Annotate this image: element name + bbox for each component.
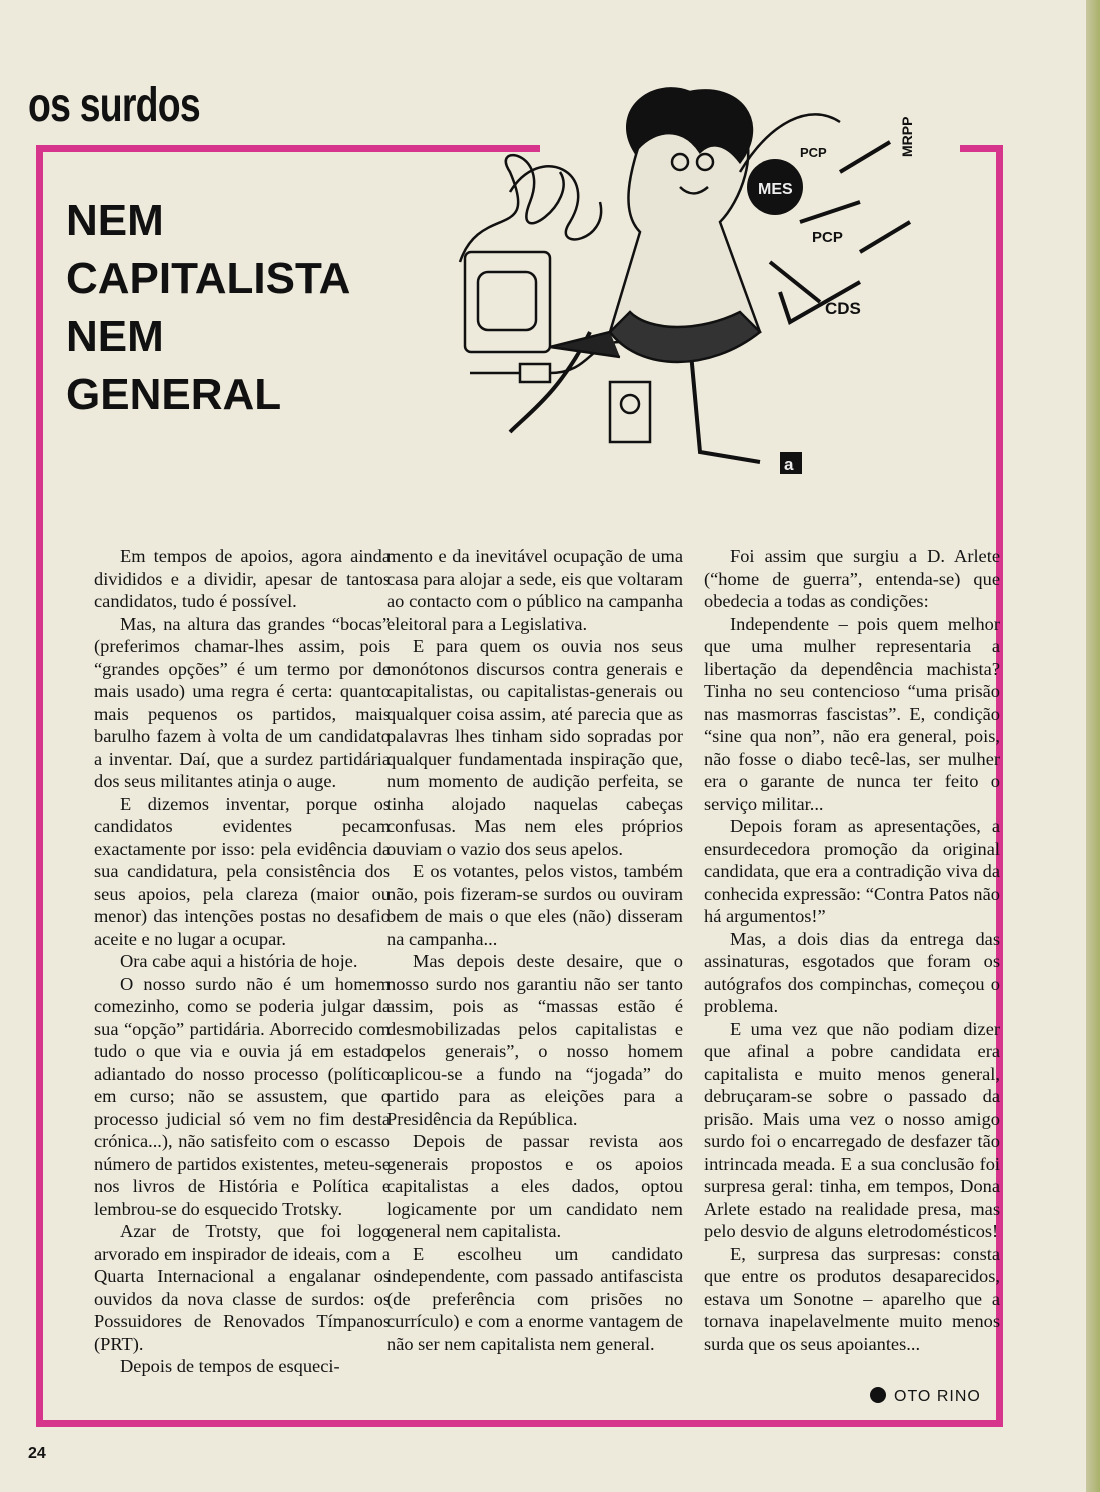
paragraph: E escolheu um candidato independente, com passado antifascista (de preferência com prisões no currículo) e com a enorme vantagem de não ser nem capitalista nem general. <box>387 1243 683 1354</box>
headline <box>66 192 350 424</box>
bullet-icon <box>870 1387 886 1403</box>
paragraph: E dizemos inventar, porque os candidatos evidentes pecam exactamente por isso: pela evidência da sua candidatura, pela consistência dos seus apoios, pela clareza (maior ou menor) das intenções postas no desafio aceite e no lugar a ocupar. <box>94 793 390 949</box>
paragraph: Depois de tempos de esqueci- <box>120 1356 340 1376</box>
tangled-wire <box>460 155 564 262</box>
paragraph: O nosso surdo não é um homem comezinho, como se poderia julgar da sua “opção” partidária. Aborrecido com tudo o que via e ouvia já em estado adiantado do nosso processo (político em curso; não se assustem, que o processo judicial só vem no fim desta crónica...), não satisfeito com o escasso número de partidos existentes, meteu-se nos livros de História e Política e lembrou-se do esquecido Trotsky. <box>94 973 390 1219</box>
paragraph: Independente – pois quem melhor que uma mulher representaria a libertação da dependência machista? Tinha no seu contencioso “uma prisão nas masmorras fascistas”. E, condição “sine qua non”, não era general, pois, não fosse o diabo tecê-las, ser mulher era o garante de nunca ter feito o serviço militar... <box>704 613 1000 814</box>
political-caricature-illustration <box>440 82 940 482</box>
headline-line-1: NEM <box>66 196 164 245</box>
headline-line-3: NEM <box>66 312 164 361</box>
mes-label: MES <box>758 181 793 198</box>
paragraph: Foi assim que surgiu a D. Arlete (“home de guerra”, entenda-se) que obedecia a todas as condições: <box>704 546 1000 611</box>
pcp-label-2: PCP <box>812 229 843 246</box>
article-column-2 <box>387 545 683 1355</box>
paragraph: E os votantes, pelos vistos, também não, pois fizeram-se surdos ou ouviram bem de mais o que eles (não) disseram na campanha... <box>387 861 683 949</box>
byline <box>870 1387 981 1406</box>
paragraph: Depois foram as apresentações, a ensurdecedora promoção da original candidata, que era a contradição viva da conhecida expressão: “Contra Patos não há argumentos!” <box>704 816 1000 926</box>
section-title: os surdos <box>28 79 200 132</box>
paragraph: Em tempos de apoios, agora ainda divididos e a dividir, apesar de tantos candidatos, tudo é possível. <box>94 546 390 611</box>
paragraph: Mas, a dois dias da entrega das assinaturas, esgotados que foram os autógrafos dos compinchas, começou o problema. <box>704 928 1000 1016</box>
article-column-3 <box>704 545 1000 1355</box>
cds-label: CDS <box>825 299 861 318</box>
paragraph: E, surpresa das surpresas: consta que entre os produtos desaparecidos, estava um Sonotne – aparelho que a tornava inapelavelmente muito menos surda que os seus apoiantes... <box>704 1243 1000 1354</box>
mrpp-label: MRPP <box>899 116 915 157</box>
headline-line-2: CAPITALISTA <box>66 254 351 303</box>
paragraph: Ora cabe aqui a história de hoje. <box>120 951 358 971</box>
paragraph: E para quem os ouvia nos seus monótonos discursos contra generais e capitalistas, ou capitalistas-generais ou qualquer coisa assim, até parecia que as palavras lhes tinham sido sopradas por qualquer fundamentada inspiração que, num momento de audição perfeita, se tinha alojado naquelas cabeças confusas. Mas nem eles próprios ouviam o vazio dos seus apelos. <box>387 636 683 859</box>
page-edge <box>1086 0 1100 1492</box>
pcp-label-1: PCP <box>800 145 827 160</box>
paragraph: E uma vez que não podiam dizer que afinal a pobre candidata era capitalista e muito menos general, debruçaram-se sobre o passado da prisão. Mais uma vez o nosso amigo surdo foi o encarregado de desfazer tão intrincada meada. E a sua conclusão foi surpresa geral: tinha, em tempos, Dona Arlete estado na realidade presa, mas pelo desvio de alguns eletrodomésticos! <box>704 1018 1000 1241</box>
paragraph: Mas depois deste desaire, que o nosso surdo nos garantiu não ser tanto assim, pois as “massas estão é desmobilizadas pelos capitalistas e pelos generais”, o nosso homem aplicou-se a fundo na “jogada” do partido para as eleições para a Presidência da República. <box>387 951 683 1129</box>
page-number: 24 <box>28 1445 46 1462</box>
paragraph: mento e da inevitável ocupação de uma casa para alojar a sede, eis que voltaram ao contacto com o público na campanha eleitoral para a Legislativa. <box>387 546 683 634</box>
headline-line-4: GENERAL <box>66 370 282 419</box>
article-column-1 <box>94 545 390 1378</box>
paragraph: Azar de Trotsty, que foi logo arvorado em inspirador de ideais, com a Quarta Internacional a engalanar os ouvidos da nova classe de surdos: os Possuidores de Renovados Tímpanos (PRT). <box>94 1221 390 1354</box>
paragraph: Mas, na altura das grandes “bocas” (preferimos chamar-lhes assim, pois “grandes opções” é um termo por de mais usado) uma regra é certa: quanto mais pequenos os partidos, mais barulho fazem à volta de um candidato a inventar. Daí, que a surdez partidária dos seus militantes atinja o auge. <box>94 613 390 791</box>
artist-mark: a <box>784 455 794 474</box>
author-name: OTO RINO <box>894 1388 981 1405</box>
plug-icon <box>520 364 550 382</box>
paragraph: Depois de passar revista aos generais propostos e os apoios capitalistas a eles dados, optou logicamente por um candidato nem general nem capitalista. <box>387 1131 683 1241</box>
